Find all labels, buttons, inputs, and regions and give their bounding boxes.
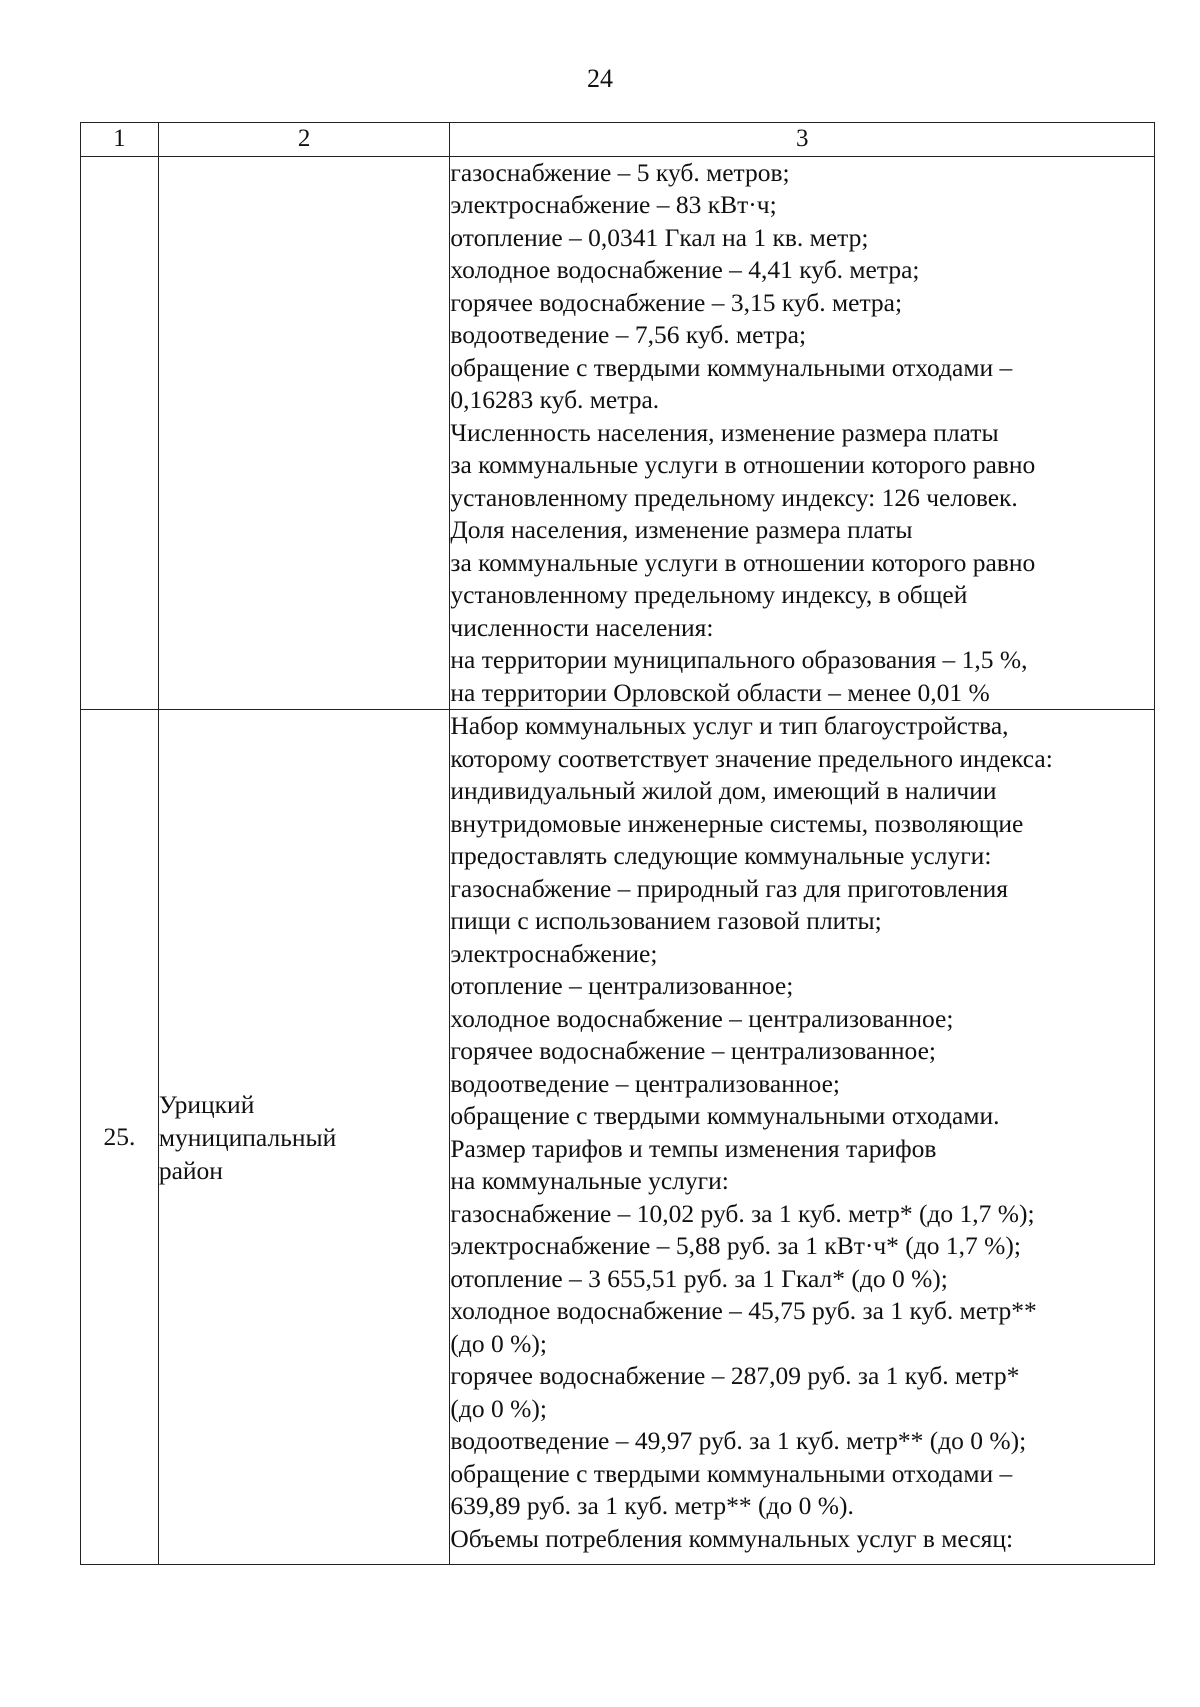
text-line: отопление – централизованное;	[450, 971, 794, 1000]
text-line: обращение с твердыми коммунальными отходами –	[450, 352, 1013, 382]
text-line: за коммунальные услуги в отношении которого равно	[450, 547, 1036, 577]
text-line: пищи с использованием газовой плиты;	[450, 906, 882, 935]
text-line: внутридомовые инженерные системы, позволяющие	[450, 808, 1024, 838]
content-cell-continuation	[450, 156, 1155, 710]
text-line: горячее водоснабжение – 3,15 куб. метра;	[450, 287, 903, 317]
municipality-name-line: район	[158, 1155, 223, 1185]
text-line: Доля населения, изменение размера платы	[450, 515, 913, 544]
text-line: на территории муниципального образования – 1,5 %,	[450, 645, 1028, 674]
text-line: за коммунальные услуги в отношении которого равно	[450, 450, 1036, 479]
text-line: Объемы потребления коммунальных услуг в месяц:	[450, 1523, 1014, 1553]
column-header-2: 2	[158, 123, 450, 157]
text-line: численности населения:	[450, 612, 714, 642]
text-line: водоотведение – 49,97 руб. за 1 куб. метр** (до 0 %);	[450, 1426, 1027, 1455]
header-row	[81, 123, 1155, 157]
text-line: обращение с твердыми коммунальными отходами.	[450, 1101, 1000, 1130]
text-line: (до 0 %);	[450, 1393, 547, 1423]
municipality-cell-empty	[158, 156, 450, 710]
text-line: газоснабжение – 10,02 руб. за 1 куб. метр* (до 1,7 %);	[450, 1198, 1035, 1228]
text-line: на коммунальные услуги:	[450, 1166, 729, 1195]
text-line: предоставлять следующие коммунальные услуги:	[450, 841, 992, 870]
table-row-continuation	[81, 156, 1155, 710]
text-line: Размер тарифов и темпы изменения тарифов	[450, 1133, 937, 1163]
text-line: 639,89 руб. за 1 куб. метр** (до 0 %).	[450, 1491, 854, 1520]
text-line: газоснабжение – природный газ для приготовления	[450, 873, 1009, 903]
text-line: установленному предельному индексу, в общей	[450, 580, 968, 609]
row-number-cell-empty	[81, 156, 159, 710]
column-header-1: 1	[81, 123, 159, 157]
municipality-name-line: Урицкий	[158, 1089, 255, 1119]
text-line: холодное водоснабжение – централизованное;	[450, 1003, 954, 1033]
content-cell-row-25	[450, 710, 1155, 1565]
page-number: 24	[587, 64, 613, 93]
text-line: установленному предельному индексу: 126 человек.	[450, 482, 1018, 512]
text-line: водоотведение – 7,56 куб. метра;	[450, 320, 807, 349]
text-line: горячее водоснабжение – централизованное;	[450, 1036, 937, 1065]
text-line: газоснабжение – 5 куб. метров;	[450, 157, 790, 187]
column-header-3: 3	[450, 123, 1155, 157]
text-line: электроснабжение;	[450, 938, 658, 968]
text-line: индивидуальный жилой дом, имеющий в наличии	[450, 776, 997, 805]
text-line: электроснабжение – 83 кВт·ч;	[450, 190, 777, 219]
row-number: 25.	[81, 710, 159, 1565]
text-line: отопление – 3 655,51 руб. за 1 Гкал* (до 0 %);	[450, 1263, 948, 1293]
text-line: (до 0 %);	[450, 1328, 547, 1358]
table-row-25	[81, 710, 1155, 1565]
text-line: отопление – 0,0341 Гкал на 1 кв. метр;	[450, 222, 869, 252]
text-line: горячее водоснабжение – 287,09 руб. за 1 куб. метр*	[450, 1361, 1020, 1390]
municipality-name-line: муниципальный	[158, 1122, 337, 1152]
text-line: водоотведение – централизованное;	[450, 1068, 840, 1098]
tariff-table	[80, 122, 1155, 1565]
municipality-name	[158, 710, 450, 1565]
text-line: обращение с твердыми коммунальными отходами –	[450, 1458, 1013, 1488]
text-line: холодное водоснабжение – 45,75 руб. за 1 куб. метр**	[450, 1296, 1037, 1325]
text-line: которому соответствует значение предельного индекса:	[450, 743, 1053, 773]
text-line: на территории Орловской области – менее 0,01 %	[450, 677, 990, 707]
text-line: Набор коммунальных услуг и тип благоустройства,	[450, 711, 1009, 740]
text-line: Численность населения, изменение размера платы	[450, 417, 999, 447]
text-line: 0,16283 куб. метра.	[450, 385, 660, 414]
text-line: электроснабжение – 5,88 руб. за 1 кВт·ч* (до 1,7 %);	[450, 1231, 1021, 1260]
text-line: холодное водоснабжение – 4,41 куб. метра;	[450, 255, 920, 284]
